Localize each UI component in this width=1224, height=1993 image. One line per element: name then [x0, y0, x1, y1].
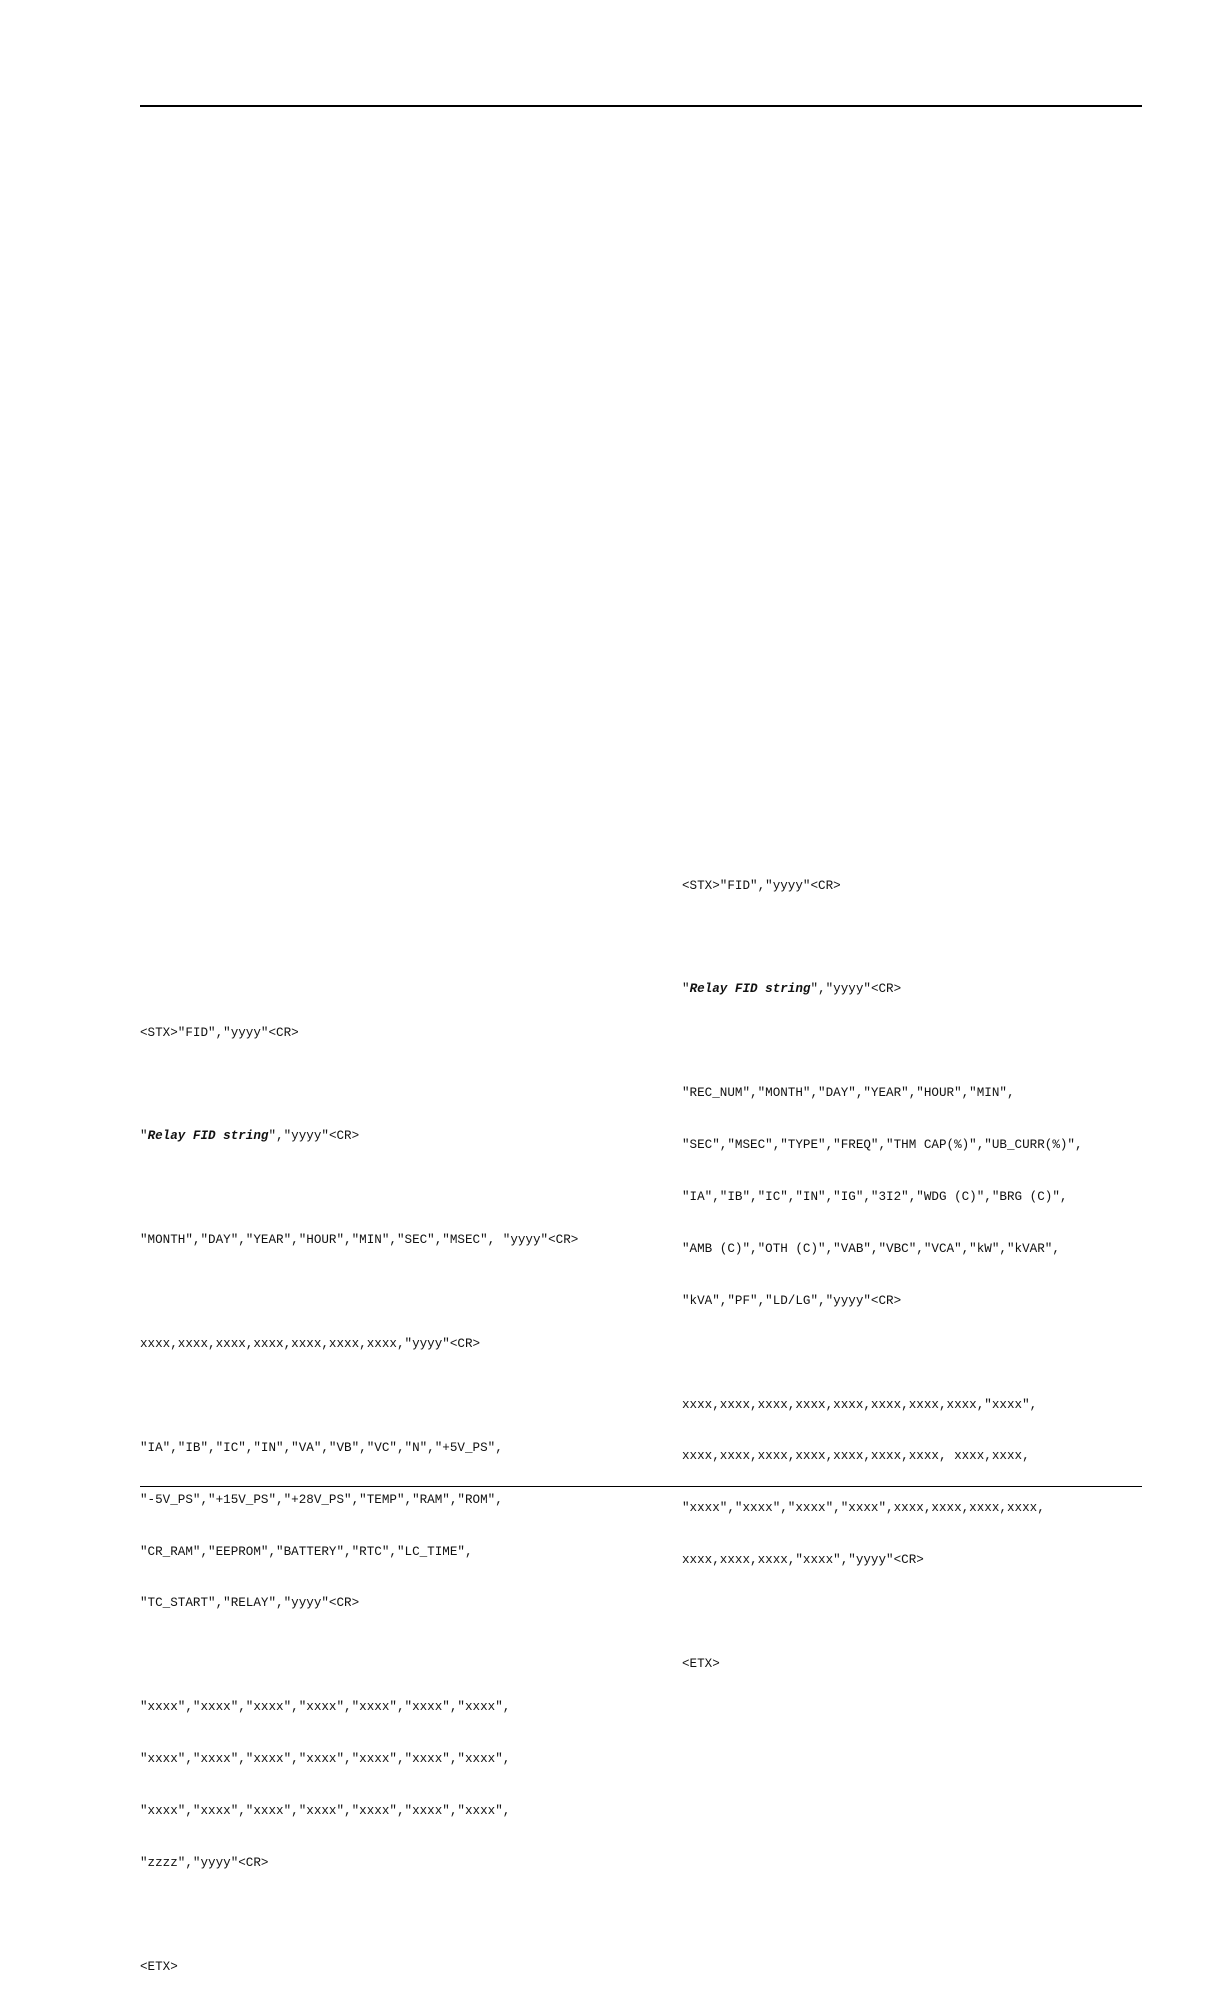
status-header-line: "CR_RAM","EEPROM","BATTERY","RTC","LC_TIME", — [140, 1544, 473, 1559]
event-values-line: "xxxx","xxxx","xxxx","xxxx",xxxx,xxxx,xxxx,xxxx, — [682, 1501, 1045, 1516]
right-record-format — [682, 843, 1083, 1691]
event-header-line: "SEC","MSEC","TYPE","FREQ","THM CAP(%)","UB_CURR(%)", — [682, 1138, 1083, 1153]
status-values-line: "xxxx","xxxx","xxxx","xxxx","xxxx","xxxx","xxxx", — [140, 1803, 511, 1818]
left-record-format — [140, 990, 578, 1993]
date-header-line: "MONTH","DAY","YEAR","HOUR","MIN","SEC","MSEC", "yyyy"<CR> — [140, 1233, 579, 1248]
relay-fid-string: Relay FID string — [147, 1129, 269, 1144]
status-header-line: "-5V_PS","+15V_PS","+28V_PS","TEMP","RAM","ROM", — [140, 1492, 503, 1507]
relay-fid-string: Relay FID string — [689, 982, 811, 997]
event-header-line: "REC_NUM","MONTH","DAY","YEAR","HOUR","MIN", — [682, 1086, 1015, 1101]
etx-line: <ETX> — [140, 1959, 178, 1974]
event-values-line: xxxx,xxxx,xxxx,xxxx,xxxx,xxxx,xxxx,xxxx,"xxxx", — [682, 1397, 1038, 1412]
footer-rule — [140, 1486, 1142, 1487]
stx-line: <STX>"FID","yyyy"<CR> — [682, 878, 841, 893]
fid-line: "Relay FID string","yyyy"<CR> — [682, 982, 902, 997]
etx-line: <ETX> — [682, 1656, 720, 1671]
event-values-line: xxxx,xxxx,xxxx,"xxxx","yyyy"<CR> — [682, 1553, 924, 1568]
status-header-line: "TC_START","RELAY","yyyy"<CR> — [140, 1596, 360, 1611]
status-values-line: "zzzz","yyyy"<CR> — [140, 1855, 269, 1870]
status-values-line: "xxxx","xxxx","xxxx","xxxx","xxxx","xxxx","xxxx", — [140, 1700, 511, 1715]
stx-line: <STX>"FID","yyyy"<CR> — [140, 1025, 299, 1040]
status-header-line: "IA","IB","IC","IN","VA","VB","VC","N","+5V_PS", — [140, 1440, 503, 1455]
event-header-line: "IA","IB","IC","IN","IG","3I2","WDG (C)","BRG (C)", — [682, 1189, 1068, 1204]
fid-line: "Relay FID string","yyyy"<CR> — [140, 1129, 360, 1144]
event-header-line: "kVA","PF","LD/LG","yyyy"<CR> — [682, 1293, 902, 1308]
event-values-line: xxxx,xxxx,xxxx,xxxx,xxxx,xxxx,xxxx, xxxx,xxxx, — [682, 1449, 1030, 1464]
status-values-line: "xxxx","xxxx","xxxx","xxxx","xxxx","xxxx","xxxx", — [140, 1752, 511, 1767]
date-values-line: xxxx,xxxx,xxxx,xxxx,xxxx,xxxx,xxxx,"yyyy"<CR> — [140, 1336, 481, 1351]
header-rule — [140, 105, 1142, 107]
event-header-line: "AMB (C)","OTH (C)","VAB","VBC","VCA","kW","kVAR", — [682, 1241, 1060, 1256]
